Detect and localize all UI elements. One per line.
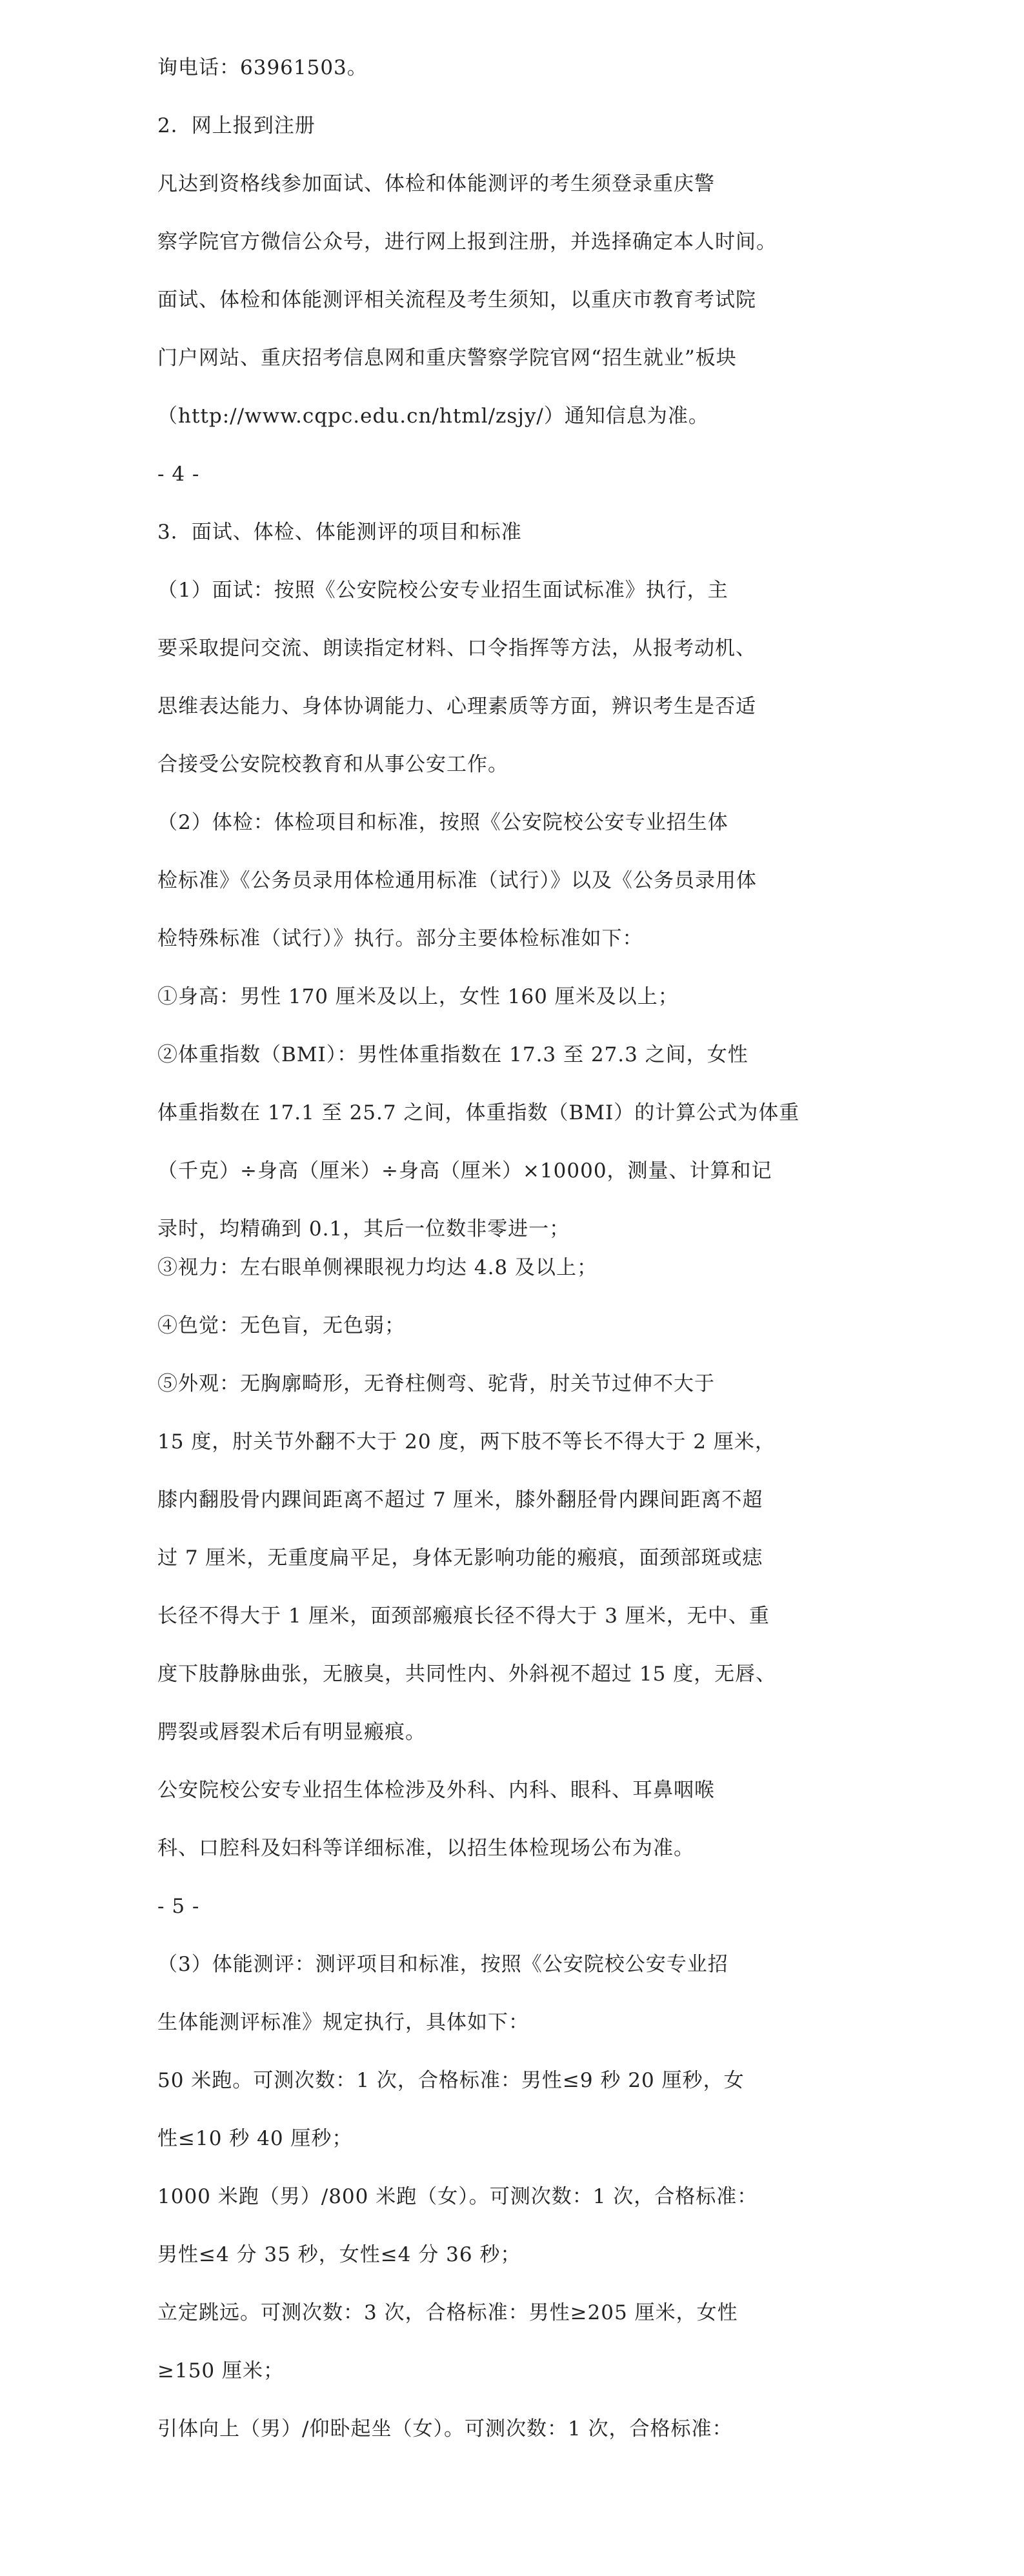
text-line: ①身高：男性 170 厘米及以上，女性 160 厘米及以上； <box>157 985 679 1008</box>
text-line: 性≤10 秒 40 厘秒； <box>157 2127 353 2150</box>
text-line: 察学院官方微信公众号，进行网上报到注册，并选择确定本人时间。 <box>157 230 777 254</box>
text-line: 长径不得大于 1 厘米，面颈部瘢痕长径不得大于 3 厘米，无中、重 <box>157 1604 770 1628</box>
text-line: 科、口腔科及妇科等详细标准，以招生体检现场公布为准。 <box>157 1837 694 1860</box>
page-number: - 5 - <box>157 1895 200 1918</box>
text-line: 生体能测评标准》规定执行，具体如下： <box>157 2011 529 2034</box>
text-line: 引体向上（男）/仰卧起坐（女）。可测次数：1 次，合格标准： <box>157 2417 733 2441</box>
text-line: （3）体能测评：测评项目和标准，按照《公安院校公安专业招 <box>157 1953 728 1976</box>
text-line: 腭裂或唇裂术后有明显瘢痕。 <box>157 1721 426 1744</box>
text-line: ⑤外观：无胸廓畸形，无脊柱侧弯、驼背，肘关节过伸不大于 <box>157 1372 715 1395</box>
text-line: （2）体检：体检项目和标准，按照《公安院校公安专业招生体 <box>157 811 728 834</box>
text-line: ≥150 厘米； <box>157 2359 284 2382</box>
text-line: 门户网站、重庆招考信息网和重庆警察学院官网“招生就业”板块 <box>157 346 737 370</box>
text-line: 思维表达能力、身体协调能力、心理素质等方面，辨识考生是否适 <box>157 695 756 718</box>
text-line: 体重指数在 17.1 至 25.7 之间，体重指数（BMI）的计算公式为体重 <box>157 1101 800 1124</box>
text-line: 合接受公安院校教育和从事公安工作。 <box>157 753 508 776</box>
text-line: （千克）÷身高（厘米）÷身高（厘米）×10000，测量、计算和记 <box>157 1159 772 1183</box>
text-line: 检标准》《公务员录用体检通用标准（试行）》以及《公务员录用体 <box>157 869 757 892</box>
text-line: 面试、体检和体能测评相关流程及考生须知，以重庆市教育考试院 <box>157 288 756 312</box>
text-line: ②体重指数（BMI）：男性体重指数在 17.3 至 27.3 之间，女性 <box>157 1043 748 1066</box>
text-line: 15 度，肘关节外翻不大于 20 度，两下肢不等长不得大于 2 厘米， <box>157 1430 776 1453</box>
text-line: 凡达到资格线参加面试、体检和体能测评的考生须登录重庆警 <box>157 172 715 195</box>
text-line: 1000 米跑（男）/800 米跑（女）。可测次数：1 次，合格标准： <box>157 2185 758 2208</box>
text-line: 询电话：63961503。 <box>157 56 368 79</box>
text-line: （http://www.cqpc.edu.cn/html/zsjy/）通知信息为准。 <box>157 404 709 428</box>
text-line: ③视力：左右眼单侧裸眼视力均达 4.8 及以上； <box>157 1256 598 1279</box>
page-number: - 4 - <box>157 463 200 486</box>
text-line: 检特殊标准（试行）》执行。部分主要体检标准如下： <box>157 927 643 950</box>
text-line: 膝内翻股骨内踝间距离不超过 7 厘米，膝外翻胫骨内踝间距离不超 <box>157 1488 763 1512</box>
text-line: 立定跳远。可测次数：3 次，合格标准：男性≥205 厘米，女性 <box>157 2301 738 2324</box>
text-line: 录时，均精确到 0.1，其后一位数非零进一； <box>157 1217 570 1241</box>
text-line: 男性≤4 分 35 秒，女性≤4 分 36 秒； <box>157 2243 521 2266</box>
text-line: 公安院校公安专业招生体检涉及外科、内科、眼科、耳鼻咽喉 <box>157 1779 715 1802</box>
section-heading: 2．网上报到注册 <box>157 114 316 137</box>
text-line: 过 7 厘米，无重度扁平足，身体无影响功能的瘢痕，面颈部斑或痣 <box>157 1546 763 1570</box>
text-line: ④色觉：无色盲，无色弱； <box>157 1314 405 1337</box>
text-line: 要采取提问交流、朗读指定材料、口令指挥等方法，从报考动机、 <box>157 637 756 660</box>
text-line: （1）面试：按照《公安院校公安专业招生面试标准》执行，主 <box>157 579 728 602</box>
text-line: 50 米跑。可测次数：1 次，合格标准：男性≤9 秒 20 厘秒，女 <box>157 2069 745 2092</box>
text-line: 度下肢静脉曲张，无腋臭，共同性内、外斜视不超过 15 度，无唇、 <box>157 1662 777 1686</box>
section-heading: 3．面试、体检、体能测评的项目和标准 <box>157 521 522 544</box>
